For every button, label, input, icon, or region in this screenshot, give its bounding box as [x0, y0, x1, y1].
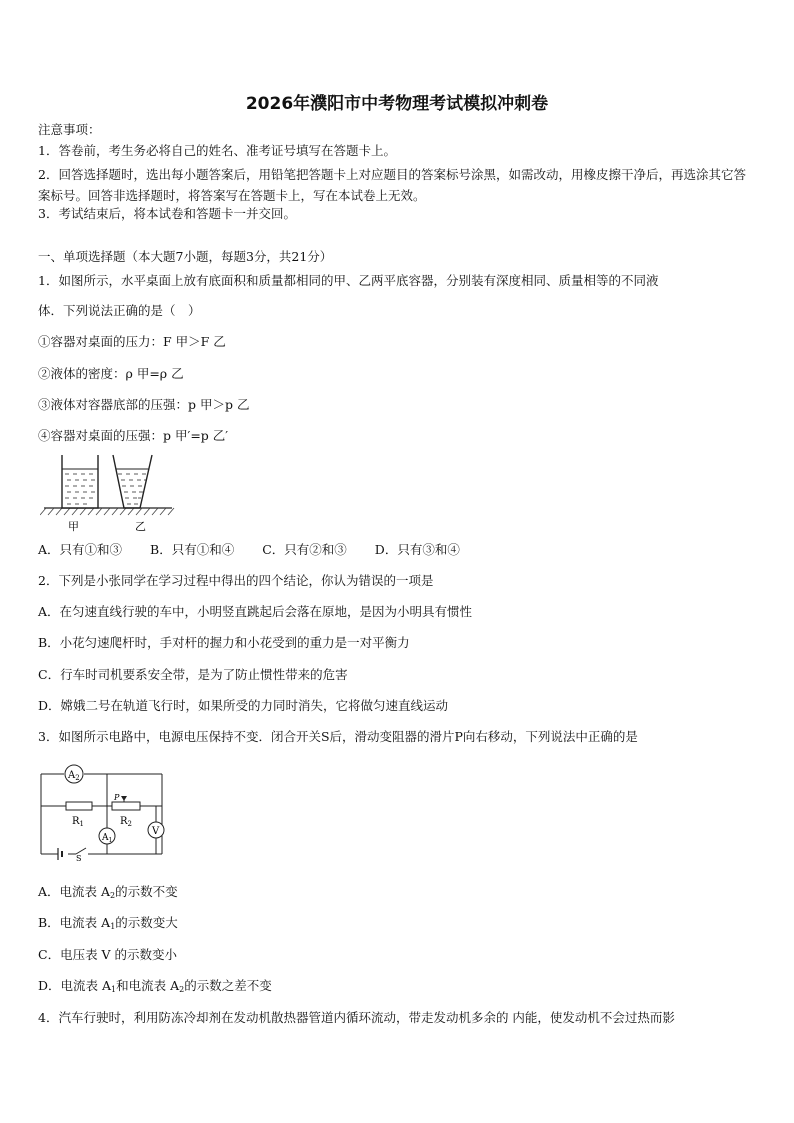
q1-stem-b: 体．下列说法正确的是（ ） — [38, 303, 201, 318]
a1-label: A — [102, 833, 109, 843]
notice-item-1: 1．答卷前，考生务必将自己的姓名、准考证号填写在答题卡上。 — [38, 143, 396, 158]
notice-heading: 注意事项： — [38, 122, 101, 137]
r2-label: R — [120, 816, 128, 827]
slider-arrow-icon — [121, 796, 127, 801]
q3-option-c[interactable]: C．电压表 V 的示数变小 — [38, 947, 178, 962]
a2-label: A — [68, 770, 76, 781]
p-label: P — [114, 793, 120, 802]
q1-option-d[interactable]: D．只有③和④ — [374, 542, 460, 557]
q1-statement-1: ①容器对桌面的压力：F 甲＞F 乙 — [38, 334, 226, 349]
svg-text:R2: $R_2$ — [120, 816, 132, 828]
q3-stem: 3．如图所示电路中，电源电压保持不变．闭合开关S后，滑动变阻器的滑片P向右移动，下列说法中正确的是 — [38, 729, 638, 744]
resistor-r2 — [112, 802, 140, 810]
v-label: V — [152, 826, 160, 837]
q1-option-c[interactable]: C．只有②和③ — [262, 542, 347, 557]
q2-option-b[interactable]: B．小花匀速爬杆时，手对杆的握力和小花受到的重力是一对平衡力 — [38, 635, 410, 650]
q1-option-a[interactable]: A．只有①和③ — [38, 542, 123, 557]
svg-text:A1: $A_1$ — [102, 833, 113, 844]
notice-item-2: 2．回答选择题时，选出每小题答案后，用铅笔把答题卡上对应题目的答案标号涂黑，如需改动，用橡皮擦干净后，再选涂其它答案标号。回答非选择题时，将答案写在答题卡上，写在本试卷上无效。 — [38, 167, 746, 203]
container-jia — [62, 455, 98, 508]
q1-statement-3: ③液体对容器底部的压强：p 甲＞p 乙 — [38, 397, 250, 412]
q1-statement-4: ④容器对桌面的压强：p 甲′=p 乙′ — [38, 428, 229, 443]
q1-statement-2: ②液体的密度：ρ 甲=ρ 乙 — [38, 366, 184, 381]
q3-option-d[interactable]: D．电流表 $A_1$和电流表 $A_2$的示数之差不变 — [38, 978, 272, 994]
section-heading: 一、单项选择题（本大题7小题，每题3分，共21分） — [38, 249, 333, 264]
q2-stem: 2．下列是小张同学在学习过程中得出的四个结论，你认为错误的一项是 — [38, 573, 434, 588]
q2-option-a[interactable]: A．在匀速直线行驶的车中，小明竖直跳起后会落在原地，是因为小明具有惯性 — [38, 604, 473, 619]
q4-stem: 4．汽车行驶时，利用防冻冷却剂在发动机散热器管道内循环流动，带走发动机多余的 内能，使发动机不会过热而影 — [38, 1010, 675, 1025]
page-title: 2026年濮阳市中考物理考试模拟冲刺卷 — [245, 94, 549, 114]
q1-option-b[interactable]: B．只有①和④ — [150, 542, 235, 557]
containers-figure — [40, 452, 180, 534]
label-jia: 甲 — [68, 520, 79, 533]
q3-option-b[interactable]: B．电流表 $A_1$的示数变大 — [38, 915, 178, 931]
q2-option-c[interactable]: C．行车时司机要系安全带，是为了防止惯性带来的危害 — [38, 667, 348, 682]
q3-option-a[interactable]: A．电流表 $A_2$的示数不变 — [38, 884, 178, 900]
label-yi: 乙 — [135, 520, 146, 533]
q2-option-d[interactable]: D．嫦娥二号在轨道飞行时，如果所受的力同时消失，它将做匀速直线运动 — [38, 698, 449, 713]
notice-item-3: 3．考试结束后，将本试卷和答题卡一并交回。 — [38, 206, 296, 221]
r1-label: R — [72, 816, 80, 827]
svg-text:A2: $A_2$ — [68, 770, 80, 782]
circuit-figure — [36, 762, 176, 862]
resistor-r1 — [66, 802, 92, 810]
q1-options — [38, 542, 488, 558]
q1-stem-a: 1．如图所示，水平桌面上放有底面积和质量都相同的甲、乙两平底容器，分别装有深度相同、质量相等的不同液 — [38, 273, 659, 288]
svg-text:R1: $R_1$ — [72, 816, 84, 828]
container-yi — [113, 455, 152, 508]
s-label: S — [76, 854, 82, 862]
